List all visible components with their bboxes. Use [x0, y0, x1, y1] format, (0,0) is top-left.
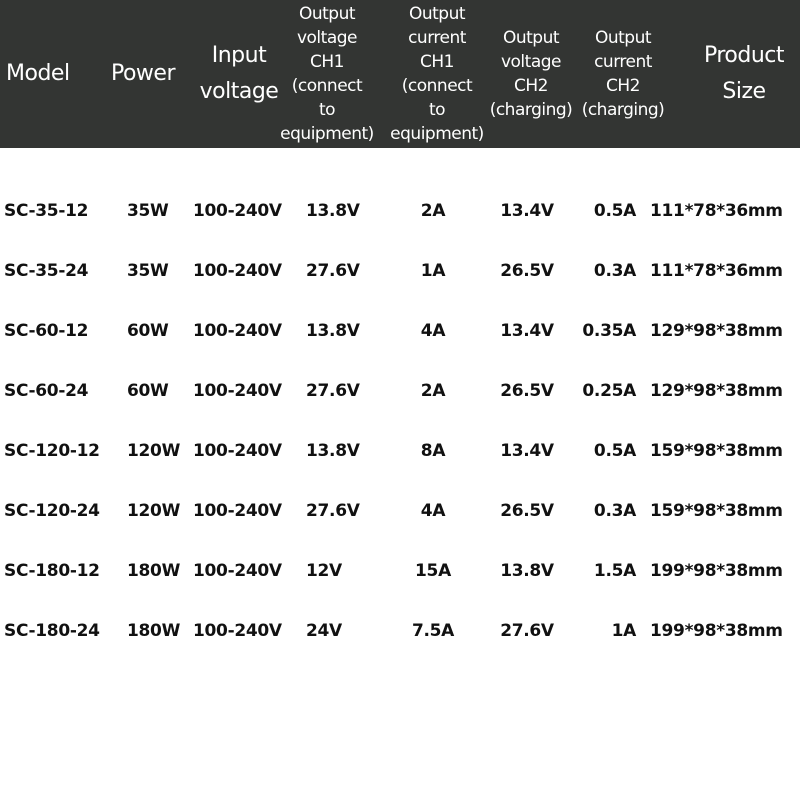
table-row — [0, 616, 800, 646]
cell-output-current-ch2: 0.35A — [582, 321, 636, 341]
cell-output-voltage-ch1: 27.6V — [306, 381, 360, 401]
cell-output-voltage-ch1: 13.8V — [306, 201, 360, 221]
cell-product-size: 111*78*36mm — [650, 201, 783, 221]
cell-output-voltage-ch2: 13.4V — [500, 441, 554, 461]
cell-product-size: 129*98*38mm — [650, 381, 783, 401]
table-row — [0, 436, 800, 466]
cell-output-voltage-ch1: 24V — [306, 621, 342, 641]
cell-output-current-ch1: 4A — [420, 501, 446, 521]
cell-input-voltage: 100-240V — [193, 441, 282, 461]
cell-output-voltage-ch2: 26.5V — [500, 501, 554, 521]
cell-power: 120W — [127, 441, 181, 461]
cell-output-voltage-ch1: 13.8V — [306, 441, 360, 461]
header-product-size: Product Size — [703, 43, 785, 104]
cell-output-current-ch1: 2A — [420, 201, 446, 221]
cell-product-size: 111*78*36mm — [650, 261, 783, 281]
cell-output-current-ch1: 7.5A — [411, 621, 455, 641]
cell-model: SC-35-12 — [4, 201, 89, 221]
cell-output-current-ch1: 8A — [420, 441, 446, 461]
cell-output-voltage-ch2: 26.5V — [500, 381, 554, 401]
table-row — [0, 256, 800, 286]
cell-output-current-ch2: 0.3A — [593, 261, 636, 281]
cell-output-voltage-ch1: 27.6V — [306, 501, 360, 521]
cell-product-size: 199*98*38mm — [650, 621, 783, 641]
cell-input-voltage: 100-240V — [193, 381, 282, 401]
cell-product-size: 159*98*38mm — [650, 441, 783, 461]
cell-output-voltage-ch2: 13.8V — [500, 561, 554, 581]
cell-output-voltage-ch2: 26.5V — [500, 261, 554, 281]
cell-output-current-ch1: 1A — [420, 261, 446, 281]
cell-power: 35W — [127, 261, 169, 281]
cell-input-voltage: 100-240V — [193, 201, 282, 221]
cell-output-current-ch2: 0.3A — [593, 501, 636, 521]
cell-product-size: 199*98*38mm — [650, 561, 783, 581]
header-output-current-ch2: Output current CH2 (charging) — [581, 28, 665, 120]
table-row — [0, 556, 800, 586]
cell-model: SC-180-24 — [4, 621, 100, 641]
cell-model: SC-60-12 — [4, 321, 89, 341]
cell-output-voltage-ch2: 27.6V — [500, 621, 554, 641]
cell-power: 35W — [127, 201, 169, 221]
cell-input-voltage: 100-240V — [193, 621, 282, 641]
cell-input-voltage: 100-240V — [193, 321, 282, 341]
cell-output-current-ch2: 1.5A — [593, 561, 636, 581]
cell-input-voltage: 100-240V — [193, 501, 282, 521]
table-row — [0, 496, 800, 526]
cell-model: SC-120-12 — [4, 441, 100, 461]
cell-power: 180W — [127, 621, 181, 641]
table-row — [0, 196, 800, 226]
cell-product-size: 129*98*38mm — [650, 321, 783, 341]
cell-output-current-ch2: 1A — [611, 621, 636, 641]
cell-model: SC-35-24 — [4, 261, 89, 281]
cell-output-voltage-ch2: 13.4V — [500, 321, 554, 341]
cell-power: 180W — [127, 561, 181, 581]
cell-output-current-ch1: 4A — [420, 321, 446, 341]
header-power: Power — [110, 61, 175, 86]
cell-model: SC-180-12 — [4, 561, 100, 581]
cell-power: 60W — [127, 381, 169, 401]
header-input-voltage: Input voltage — [199, 43, 279, 104]
cell-input-voltage: 100-240V — [193, 261, 282, 281]
cell-power: 60W — [127, 321, 169, 341]
cell-input-voltage: 100-240V — [193, 561, 282, 581]
cell-product-size: 159*98*38mm — [650, 501, 783, 521]
cell-model: SC-120-24 — [4, 501, 100, 521]
cell-output-current-ch2: 0.5A — [593, 441, 636, 461]
cell-output-voltage-ch1: 12V — [306, 561, 342, 581]
cell-output-current-ch1: 2A — [420, 381, 446, 401]
cell-output-voltage-ch1: 27.6V — [306, 261, 360, 281]
cell-model: SC-60-24 — [4, 381, 89, 401]
cell-power: 120W — [127, 501, 181, 521]
table-row — [0, 316, 800, 346]
cell-output-current-ch2: 0.25A — [582, 381, 636, 401]
table-row — [0, 376, 800, 406]
header-output-current-ch1: Output current CH1 (connect to equipment) — [390, 4, 484, 144]
cell-output-voltage-ch1: 13.8V — [306, 321, 360, 341]
cell-output-current-ch2: 0.5A — [593, 201, 636, 221]
header-output-voltage-ch2: Output voltage CH2 (charging) — [489, 28, 573, 120]
header-model: Model — [6, 61, 70, 86]
cell-output-current-ch1: 15A — [415, 561, 451, 581]
cell-output-voltage-ch2: 13.4V — [500, 201, 554, 221]
header-output-voltage-ch1: Output voltage CH1 (connect to equipment) — [280, 4, 374, 144]
table-header — [0, 0, 800, 148]
